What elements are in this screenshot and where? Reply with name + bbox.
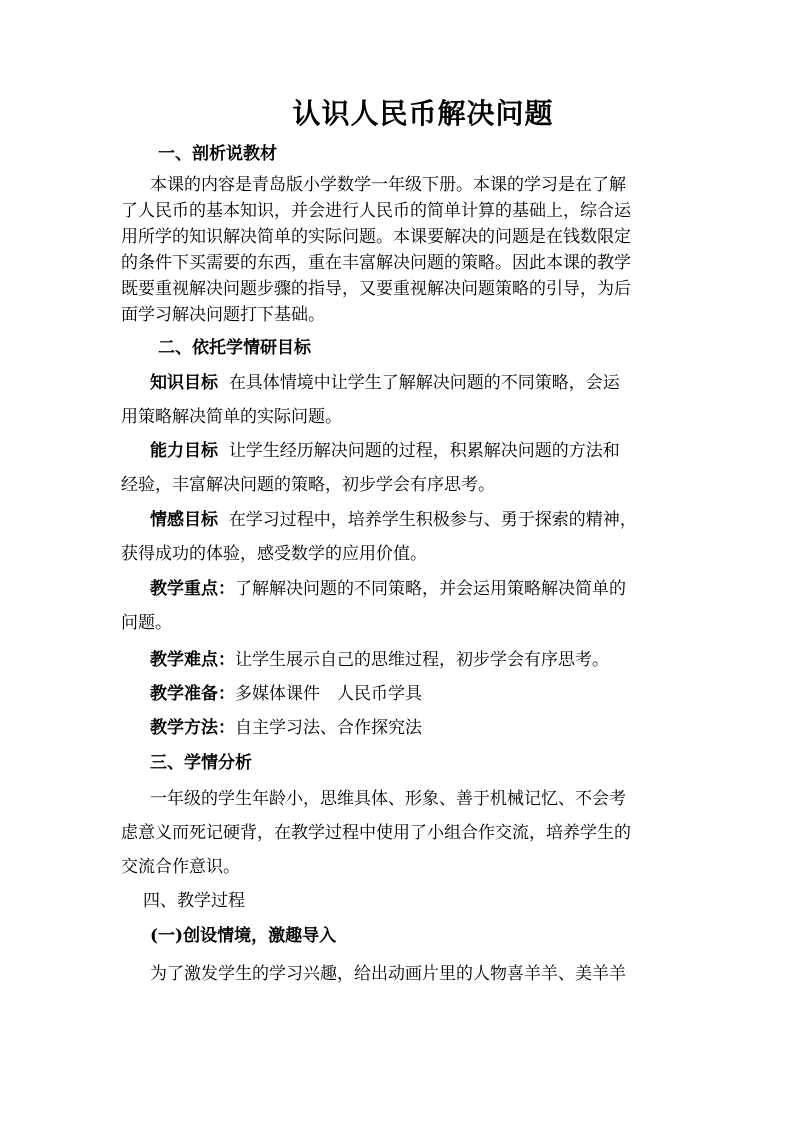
section3-line-3: 交流合作意识。 bbox=[121, 857, 240, 877]
teaching-focus-label: 教学重点： bbox=[150, 579, 235, 599]
section2-heading: 二、依托学情研目标 bbox=[158, 338, 311, 358]
section4-heading: 四、教学过程 bbox=[143, 891, 245, 911]
section1-line-6: 面学习解决问题打下基础。 bbox=[121, 305, 325, 325]
ability-goal-label: 能力目标 bbox=[150, 441, 218, 461]
teaching-method-label: 教学方法： bbox=[150, 718, 235, 738]
section4-line-1: 为了激发学生的学习兴趣，给出动画片里的人物喜羊羊、美羊羊 bbox=[150, 964, 626, 984]
section3-line-2: 虑意义而死记硬背，在教学过程中使用了小组合作交流，培养学生的 bbox=[121, 823, 631, 843]
emotion-goal-label: 情感目标 bbox=[150, 510, 218, 530]
teaching-focus-text-1: 了解解决问题的不同策略，并会运用策略解决简单的 bbox=[235, 579, 626, 599]
emotion-goal-line-2: 获得成功的体验，感受数学的应用价值。 bbox=[121, 544, 427, 564]
teaching-method-text: 自主学习法、合作探究法 bbox=[235, 718, 422, 738]
section1-line-1: 本课的内容是青岛版小学数学一年级下册。本课的学习是在了解 bbox=[150, 175, 626, 195]
section1-line-2: 了人民币的基本知识，并会进行人民币的简单计算的基础上，综合运 bbox=[121, 201, 631, 221]
emotion-goal-line-1 bbox=[150, 508, 637, 532]
knowledge-goal-label: 知识目标 bbox=[150, 373, 218, 393]
teaching-difficulty-text: 让学生展示自己的思维过程，初步学会有序思考。 bbox=[235, 650, 609, 670]
section1-line-3: 用所学的知识解决简单的实际问题。本课要解决的问题是在钱数限定 bbox=[121, 227, 631, 247]
knowledge-goal-line-2: 用策略解决简单的实际问题。 bbox=[121, 407, 342, 427]
section1-line-4: 的条件下买需要的东西，重在丰富解决问题的策略。因此本课的教学 bbox=[121, 253, 631, 273]
ability-goal-text-1: 让学生经历解决问题的过程，积累解决问题的方法和 bbox=[228, 441, 620, 461]
ability-goal-line-1 bbox=[150, 439, 620, 463]
teaching-difficulty-label: 教学难点： bbox=[150, 650, 235, 670]
ability-goal-line-2: 经验，丰富解决问题的策略，初步学会有序思考。 bbox=[121, 475, 495, 495]
teaching-focus-line-1 bbox=[150, 577, 626, 601]
section3-heading: 三、学情分析 bbox=[150, 753, 252, 773]
section3-line-1: 一年级的学生年龄小，思维具体、形象、善于机械记忆、不会考 bbox=[150, 789, 626, 809]
teaching-prep-label: 教学准备： bbox=[150, 684, 235, 704]
document-title: 认识人民币解决问题 bbox=[292, 97, 554, 130]
teaching-difficulty-line bbox=[150, 648, 609, 672]
teaching-focus-line-2: 问题。 bbox=[121, 613, 172, 633]
knowledge-goal-text-1: 在具体情境中让学生了解解决问题的不同策略，会运 bbox=[228, 373, 620, 393]
section1-line-5: 既要重视解决问题步骤的指导，又要重视解决问题策略的引导，为后 bbox=[121, 279, 631, 299]
teaching-prep-text: 多媒体课件 人民币学具 bbox=[235, 684, 422, 704]
teaching-prep-line bbox=[150, 682, 422, 706]
knowledge-goal-line-1 bbox=[150, 371, 620, 395]
emotion-goal-text-1: 在学习过程中，培养学生积极参与、勇于探索的精神， bbox=[228, 510, 637, 530]
section4-subheading: (一)创设情境，激趣导入 bbox=[150, 926, 337, 946]
section1-heading: 一、剖析说教材 bbox=[158, 144, 277, 164]
teaching-method-line bbox=[150, 716, 422, 740]
